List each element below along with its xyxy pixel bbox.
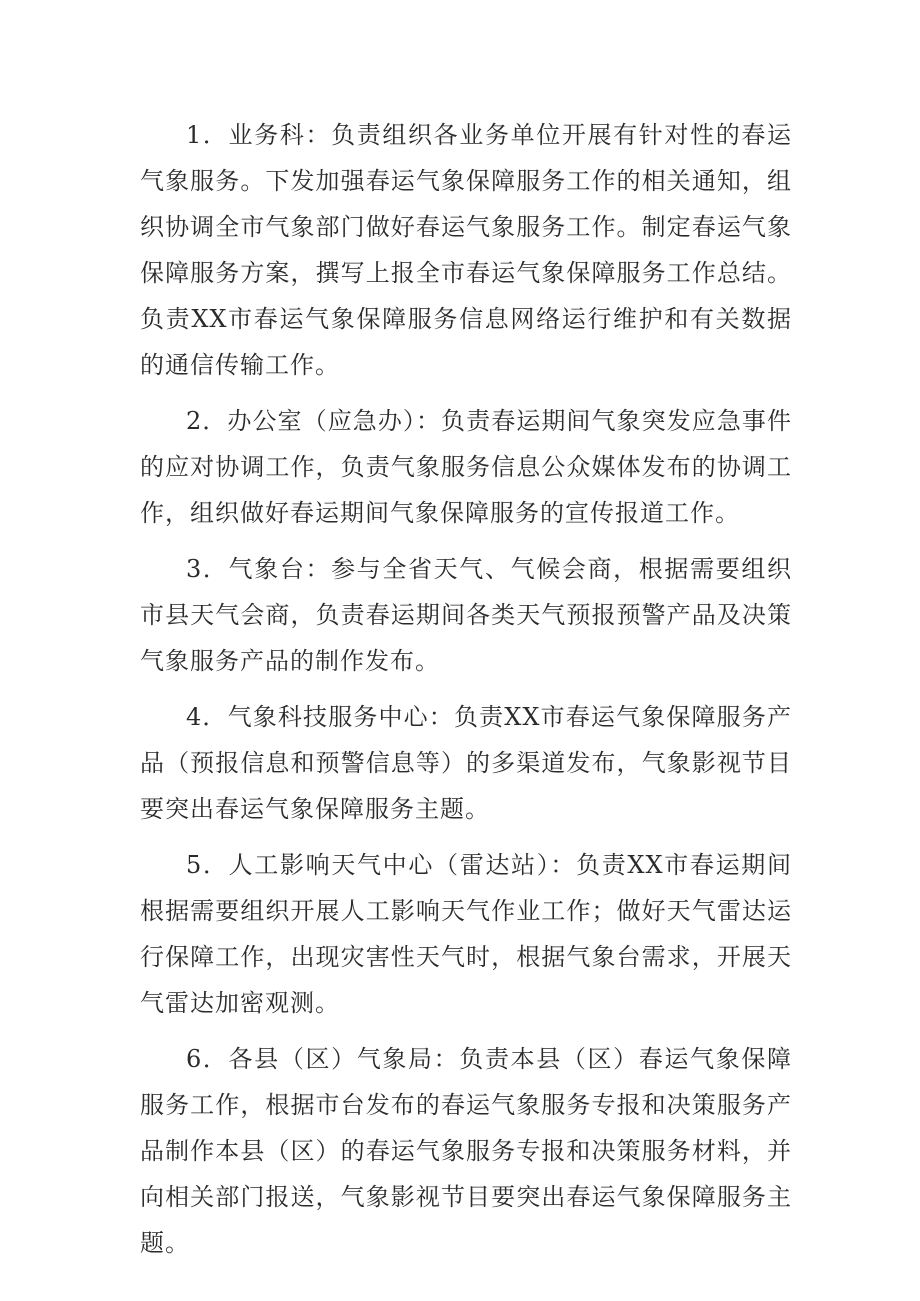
paragraph-weather-modification-center: 5．人工影响天气中心（雷达站）：负责XX市春运期间根据需要组织开展人工影响天气作业工作；做好天气雷达运行保障工作，出现灾害性天气时，根据气象台需求，开展天气雷达加密观测。 <box>140 851 792 1017</box>
paragraph-meteorological-observatory: 3．气象台：参与全省天气、气候会商，根据需要组织市县天气会商，负责春运期间各类天气预报预警产品及决策气象服务产品的制作发布。 <box>140 555 792 675</box>
paragraph-county-bureaus: 6．各县（区）气象局：负责本县（区）春运气象保障服务工作，根据市台发布的春运气象服务专报和决策服务产品制作本县（区）的春运气象服务专报和决策服务材料，并向相关部门报送，气象影视节目要突出春运气象保障服务主题。 <box>140 1045 792 1257</box>
document-body <box>140 112 792 1276</box>
paragraph-tech-service-center: 4．气象科技服务中心：负责XX市春运气象保障服务产品（预报信息和预警信息等）的多渠道发布，气象影视节目要突出春运气象保障服务主题。 <box>140 703 792 823</box>
paragraph-business-section: 1．业务科：负责组织各业务单位开展有针对性的春运气象服务。下发加强春运气象保障服务工作的相关通知，组织协调全市气象部门做好春运气象服务工作。制定春运气象保障服务方案，撰写上报全市春运气象保障服务工作总结。负责XX市春运气象保障服务信息网络运行维护和有关数据的通信传输工作。 <box>140 121 792 379</box>
paragraph-office: 2．办公室（应急办）：负责春运期间气象突发应急事件的应对协调工作，负责气象服务信息公众媒体发布的协调工作，组织做好春运期间气象保障服务的宣传报道工作。 <box>140 407 792 527</box>
